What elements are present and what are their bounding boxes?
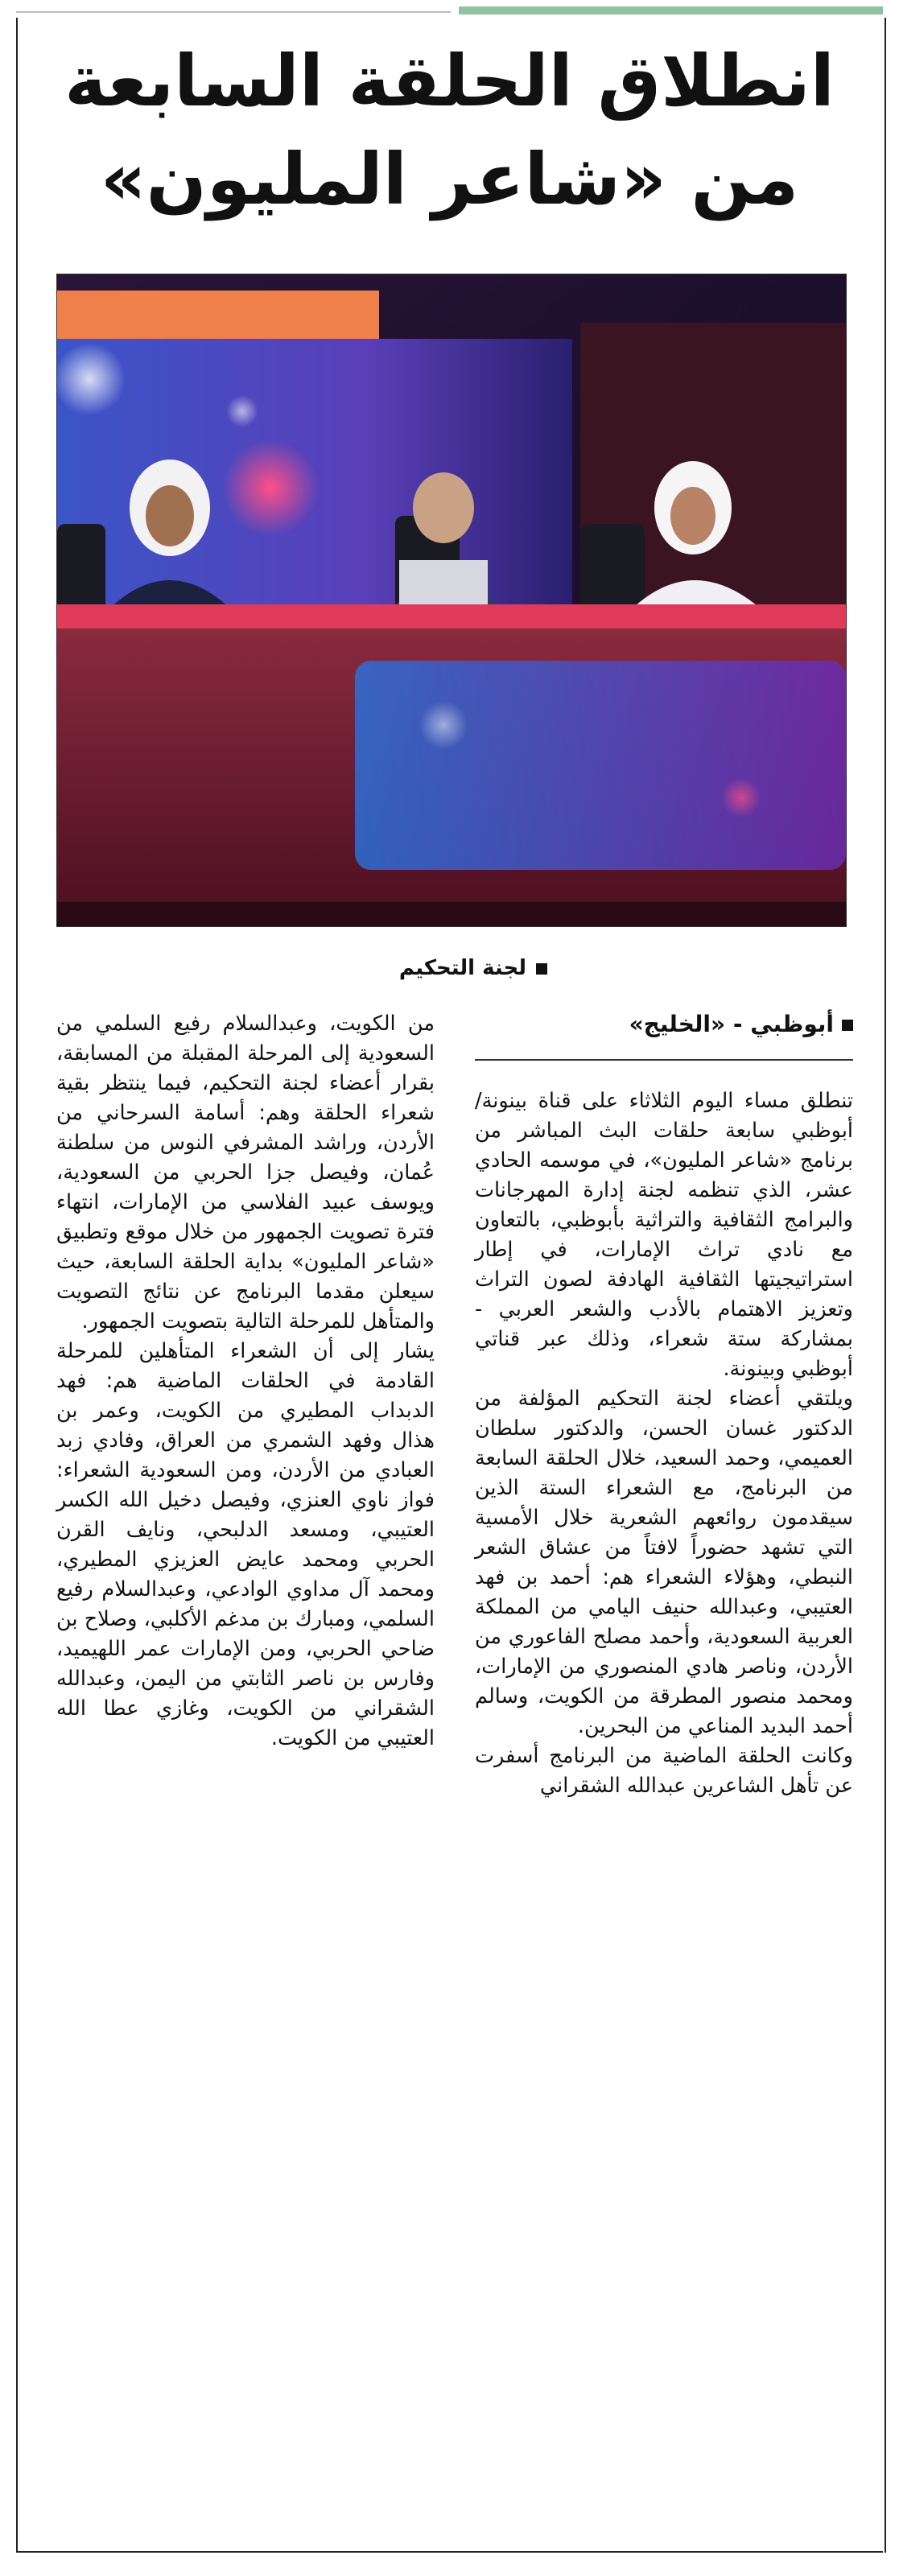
dateline-bullet-icon <box>842 1020 853 1031</box>
article-headline <box>32 32 867 229</box>
paragraph: تنطلق مساء اليوم الثلاثاء على قناة بينونة/أبوظبي سابعة حلقات البث المباشر من برنامج «شاعر المليون»، في موسمه الحادي عشر، الذي تنظمه لجنة إدارة المهرجانات والبرامج الثقافية والتراثية بأبوظبي، بالتعاون مع نادي تراث الإمارات، في إطار استراتيجيتها الثقافية الهادفة لصون التراث وتعزيز الاهتمام بالأدب والشعر العربي - بمشاركة ستة شعراء، وذلك عبر قناتي أبوظبي وبينونة. <box>475 1089 853 1381</box>
dateline-rule <box>475 1059 853 1061</box>
dateline-text: أبوظبي - «الخليج» <box>629 1011 834 1037</box>
jury-photo-illustration <box>57 274 846 926</box>
paragraph: ويلتقي أعضاء لجنة التحكيم المؤلفة من الدكتور غسان الحسن، والدكتور سلطان العميمي، وحمد السعيد، خلال الحلقة السابعة من البرنامج، مع الشعراء الستة الذين سيقدمون روائعهم الشعرية خلال الأمسية التي تشهد حضوراً لافتاً من عشاق الشعر النبطي، وهؤلاء الشعراء هم: أحمد بن فهد العتيبي، وعبدالله حنيف اليامي من المملكة العربية السعودية، وأحمد مصلح الفاعوري من الأردن، وناصر هادي المنصوري من الإمارات، ومحمد منصور المطرقة من الكويت، وسالم أحمد البديد المناعي من البحرين. <box>475 1387 853 1738</box>
caption-bullet-icon <box>536 963 547 975</box>
article-column-right <box>475 1086 853 1801</box>
paragraph: من الكويت، وعبدالسلام رفيع السلمي من السعودية إلى المرحلة المقبلة من المسابقة، بقرار أعضاء لجنة التحكيم، فيما ينتظر بقية شعراء الحلقة وهم: أسامة السرحاني من الأردن، وراشد المشرفي النوس من سلطنة عُمان، وفيصل جزا الحربي من السعودية، ويوسف عبيد الفلاسي من الإمارات، انتهاء فترة تصويت الجمهور من خلال موقع وتطبيق «شاعر المليون» بداية الحلقة السابعة، حيث سيعلن مقدما البرنامج عن نتائج التصويت والمتأهل للمرحلة التالية بتصويت الجمهور. <box>56 1012 435 1333</box>
top-rule <box>16 11 451 13</box>
paragraph: يشار إلى أن الشعراء المتأهلين للمرحلة القادمة في الحلقات الماضية هم: فهد الدبداب المطيري من الكويت، وعمر بن هذال وفهد الشمري من العراق، وفادي زبد العبادي من الأردن، ومن السعودية الشعراء: فواز ناوي العنزي، وفيصل دخيل الله الكسر العتيبي، ومسعد الدلبحي، ونايف القرن الحربي ومحمد عايض العزيزي المطيري، ومحمد آل مداوي الوادعي، وعبدالسلام رفيع السلمي، ومبارك بن مدغم الأكلبي، وصلاح بن ضاحي الحربي، ومن الإمارات عمر اللهيميد، وفارس بن ناصر الثابتي من اليمن، وعبدالله الشقراني من الكويت، وغازي عطا الله العتيبي من الكويت. <box>56 1339 435 1750</box>
top-bar <box>0 0 899 18</box>
dateline <box>475 1011 853 1037</box>
headline-line-1: انطلاق الحلقة السابعة <box>64 39 835 122</box>
paragraph: وكانت الحلقة الماضية من البرنامج أسفرت عن تأهل الشاعرين عبدالله الشقراني <box>475 1744 853 1798</box>
article-column-left <box>56 1009 435 1754</box>
article-photo <box>56 274 847 927</box>
caption-text: لجنة التحكيم <box>398 956 526 980</box>
photo-caption <box>56 956 547 980</box>
section-color-bar <box>459 6 883 14</box>
headline-line-2: من «شاعر المليون» <box>100 138 799 221</box>
bottom-rule <box>16 2551 883 2553</box>
